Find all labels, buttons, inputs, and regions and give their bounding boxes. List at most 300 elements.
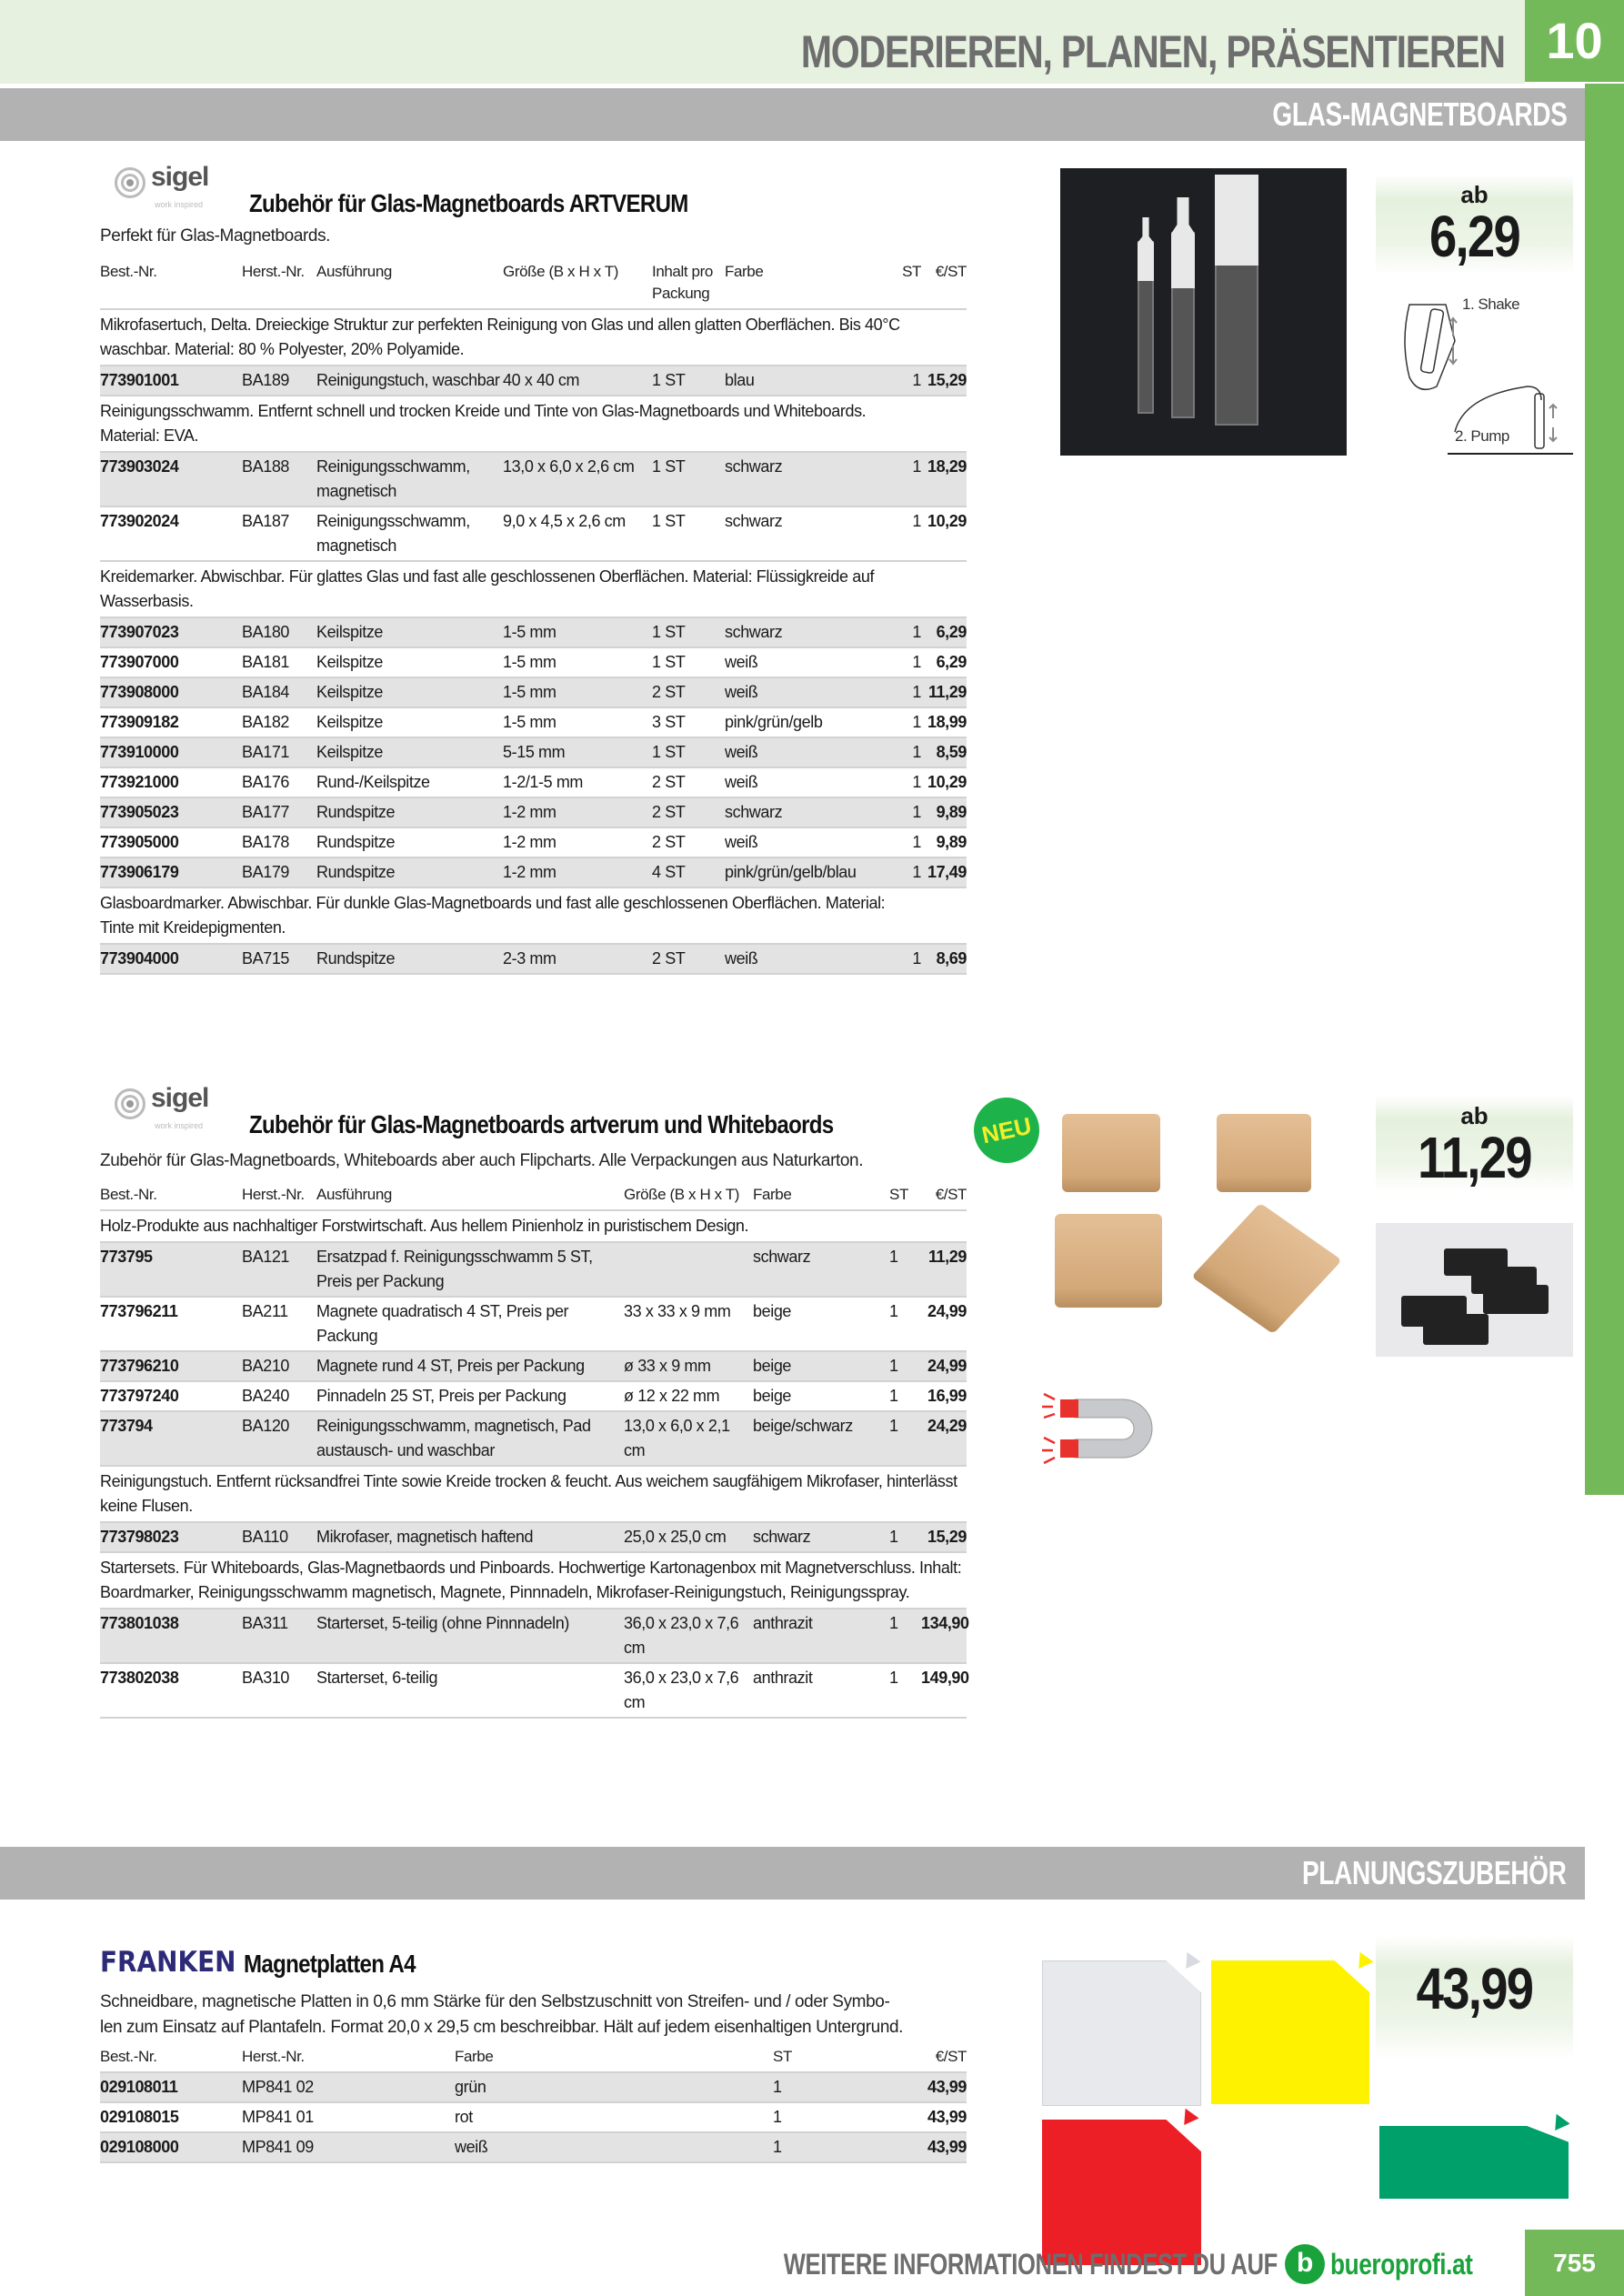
- table-header: [100, 1182, 967, 1210]
- table-row[interactable]: [100, 1242, 967, 1297]
- cell: 029108015: [100, 2102, 242, 2132]
- cell: BA120: [242, 1411, 316, 1466]
- wood-magnet-icon: [1055, 1214, 1162, 1308]
- cell: 36,0 x 23,0 x 7,6 cm: [624, 1609, 753, 1663]
- cell: 773907000: [100, 647, 242, 677]
- cell: 2-3 mm: [503, 944, 652, 974]
- group-description-row: [100, 887, 967, 944]
- cell: 773903024: [100, 452, 242, 506]
- price-value: 43,99: [1416, 1956, 1533, 2021]
- wood-magnet-icon: [1217, 1114, 1311, 1192]
- cell: BA176: [242, 767, 316, 797]
- cell: 1: [888, 366, 921, 396]
- cell: beige: [753, 1351, 889, 1381]
- chapter-title: MODERIEREN, PLANEN, PRÄSENTIEREN: [801, 26, 1505, 77]
- cell: 43,99: [855, 2132, 967, 2162]
- table-row[interactable]: [100, 857, 967, 887]
- cell: 13,0 x 6,0 x 2,6 cm: [503, 452, 652, 506]
- col-herst-nr: Herst.-Nr.: [242, 259, 316, 309]
- price-badge-3: [1376, 1937, 1573, 2060]
- shake-pump-illustration: [1391, 286, 1573, 459]
- marker-medium-icon: [1171, 232, 1195, 418]
- cell: 029108000: [100, 2132, 242, 2162]
- cell: BA184: [242, 677, 316, 707]
- cell: BA188: [242, 452, 316, 506]
- cell: [624, 1242, 753, 1297]
- cell: 36,0 x 23,0 x 7,6 cm: [624, 1663, 753, 1718]
- section-title: GLAS-MAGNETBOARDS: [1271, 95, 1567, 133]
- cell: Reinigungsschwamm, magnetisch: [316, 452, 503, 506]
- cell: grün: [455, 2072, 773, 2102]
- cell: BA240: [242, 1381, 316, 1411]
- cell: 1: [889, 1663, 921, 1718]
- cell: Mikrofaser, magnetisch haftend: [316, 1522, 624, 1552]
- cell: 029108011: [100, 2072, 242, 2102]
- cell: Reinigungstuch, waschbar: [316, 366, 503, 396]
- product-heading: [100, 164, 967, 218]
- magnet-plates-photo: [1037, 1953, 1373, 2208]
- group-description-row: [100, 1552, 967, 1609]
- plate-green-icon: [1379, 2126, 1569, 2199]
- col-ausfuehrung: Ausführung: [316, 1182, 624, 1210]
- cell: 1: [889, 1351, 921, 1381]
- cell: 24,29: [921, 1411, 967, 1466]
- cell: 1: [888, 617, 921, 647]
- cell: 24,99: [921, 1297, 967, 1351]
- cell: weiß: [725, 737, 888, 767]
- cell: 16,99: [921, 1381, 967, 1411]
- cell: Reinigungsschwamm, magnetisch: [316, 506, 503, 561]
- plate-white-icon: [1042, 1960, 1201, 2106]
- cell: 9,89: [921, 797, 967, 827]
- group-description-row: [100, 309, 967, 366]
- cell: 1: [888, 647, 921, 677]
- cell: 43,99: [855, 2072, 967, 2102]
- cell: 149,90: [921, 1663, 967, 1718]
- cell: weiß: [725, 647, 888, 677]
- table-row[interactable]: [100, 1297, 967, 1351]
- cell: Starterset, 5-teilig (ohne Pinnnadeln): [316, 1609, 624, 1663]
- wood-magnet-icon: [1062, 1114, 1160, 1192]
- plate-corner-marker: [1178, 2105, 1198, 2125]
- group-description-row: [100, 1466, 967, 1522]
- cell: 1: [888, 797, 921, 827]
- cell: 773796210: [100, 1351, 242, 1381]
- cell: weiß: [725, 677, 888, 707]
- cell: 1: [889, 1411, 921, 1466]
- cell: schwarz: [725, 506, 888, 561]
- sigel-ring-icon: [115, 167, 145, 198]
- product-section-magnetplatten: [100, 1946, 967, 2163]
- cell: BA177: [242, 797, 316, 827]
- cell: beige/schwarz: [753, 1411, 889, 1466]
- section-band-glas-magnetboards: [0, 88, 1585, 141]
- table-body: [100, 309, 967, 974]
- cell: 1: [888, 944, 921, 974]
- group-description-row: [100, 396, 967, 452]
- cell: 773802038: [100, 1663, 242, 1718]
- cell: 773907023: [100, 617, 242, 647]
- col-st: ST: [888, 259, 921, 309]
- cell: 1: [888, 767, 921, 797]
- cell: 5-15 mm: [503, 737, 652, 767]
- cell: 1 ST: [652, 617, 725, 647]
- cell: 1: [888, 506, 921, 561]
- cell: 1: [888, 452, 921, 506]
- plate-corner-marker: [1549, 2111, 1569, 2131]
- cell: rot: [455, 2102, 773, 2132]
- product-section-whiteboards: [100, 1085, 967, 1719]
- cell: 11,29: [921, 677, 967, 707]
- cell: 18,99: [921, 707, 967, 737]
- table-row[interactable]: [100, 647, 967, 677]
- group-description: Mikrofasertuch, Delta. Dreieckige Struktur zur perfekten Reinigung von Glas und allen glatten Oberflächen. Bis 40°C waschbar. Material: 80 % Polyester, 20% Polyamide.: [100, 309, 967, 366]
- cell: 1-2 mm: [503, 797, 652, 827]
- cell: 773921000: [100, 767, 242, 797]
- cell: BA211: [242, 1297, 316, 1351]
- table-row[interactable]: [100, 1351, 967, 1381]
- cell: BA110: [242, 1522, 316, 1552]
- product-section-artverum: [100, 164, 967, 975]
- cell: 1: [889, 1381, 921, 1411]
- cell: 773905000: [100, 827, 242, 857]
- table-row[interactable]: [100, 2132, 967, 2162]
- cell: weiß: [725, 944, 888, 974]
- cell: 25,0 x 25,0 cm: [624, 1522, 753, 1552]
- cell: 1-5 mm: [503, 647, 652, 677]
- section-band-planungszubehoer: [0, 1847, 1585, 1900]
- plate-red-icon: [1042, 2120, 1201, 2265]
- sigel-logo: sigel work inspired: [115, 164, 233, 218]
- cell: Rundspitze: [316, 857, 503, 887]
- cell: 1 ST: [652, 647, 725, 677]
- cell: 2 ST: [652, 797, 725, 827]
- cell: BA178: [242, 827, 316, 857]
- col-st: ST: [773, 2044, 855, 2072]
- cell: 33 x 33 x 9 mm: [624, 1297, 753, 1351]
- table-row[interactable]: [100, 452, 967, 506]
- table-row[interactable]: [100, 1381, 967, 1411]
- cell: Ersatzpad f. Reinigungsschwamm 5 ST, Preis per Packung: [316, 1242, 624, 1297]
- product-intro: Perfekt für Glas-Magnetboards.: [100, 226, 331, 246]
- cell: 6,29: [921, 617, 967, 647]
- cell: 1: [889, 1522, 921, 1552]
- cell: BA311: [242, 1609, 316, 1663]
- cell: 1: [888, 707, 921, 737]
- pad-icon: [1483, 1285, 1549, 1314]
- cell: Rundspitze: [316, 827, 503, 857]
- group-description: Reinigungsschwamm. Entfernt schnell und trocken Kreide und Tinte von Glas-Magnetboards und Whiteboards. Material: EVA.: [100, 396, 967, 452]
- footer-promo: [660, 2244, 1504, 2284]
- cell: pink/grün/gelb: [725, 707, 888, 737]
- cell: BA715: [242, 944, 316, 974]
- pad-icon: [1423, 1314, 1489, 1345]
- cell: BA187: [242, 506, 316, 561]
- cell: BA179: [242, 857, 316, 887]
- cell: 15,29: [921, 1522, 967, 1552]
- plate-yellow-icon: [1211, 1960, 1369, 2104]
- cell: 773795: [100, 1242, 242, 1297]
- table-row[interactable]: [100, 737, 967, 767]
- cell: Rundspitze: [316, 797, 503, 827]
- cell: 4 ST: [652, 857, 725, 887]
- cell: 2 ST: [652, 767, 725, 797]
- cell: Rund-/Keilspitze: [316, 767, 503, 797]
- shake-label: 1. Shake: [1462, 296, 1520, 313]
- col-herst-nr: Herst.-Nr.: [242, 2044, 455, 2072]
- cell: Keilspitze: [316, 647, 503, 677]
- table-header: [100, 2044, 967, 2072]
- cell: 773910000: [100, 737, 242, 767]
- cell: 773905023: [100, 797, 242, 827]
- cell: 773906179: [100, 857, 242, 887]
- cell: 1: [888, 737, 921, 767]
- cell: 1 ST: [652, 737, 725, 767]
- price-value: 6,29: [1429, 204, 1520, 269]
- cell: 1-2 mm: [503, 857, 652, 887]
- replacement-pads-photo: [1376, 1223, 1573, 1357]
- cell: Magnete quadratisch 4 ST, Preis per Packung: [316, 1297, 624, 1351]
- plate-corner-marker: [1179, 1949, 1200, 1969]
- cell: weiß: [455, 2132, 773, 2162]
- cell: 773798023: [100, 1522, 242, 1552]
- product-intro: Zubehör für Glas-Magnetboards, Whiteboards aber auch Flipcharts. Alle Verpackungen aus Naturkarton.: [100, 1151, 864, 1170]
- table-row[interactable]: [100, 1663, 967, 1718]
- cell: 9,89: [921, 827, 967, 857]
- product-heading: [100, 1946, 967, 1979]
- table-row[interactable]: [100, 1522, 967, 1552]
- cell: BA182: [242, 707, 316, 737]
- col-farbe: Farbe: [725, 259, 888, 309]
- table-row[interactable]: [100, 797, 967, 827]
- cell: Pinnadeln 25 ST, Preis per Packung: [316, 1381, 624, 1411]
- cell: 15,29: [921, 366, 967, 396]
- cell: 1-5 mm: [503, 617, 652, 647]
- table-row[interactable]: [100, 767, 967, 797]
- cell: ø 33 x 9 mm: [624, 1351, 753, 1381]
- col-groesse: Größe (B x H x T): [624, 1182, 753, 1210]
- cell: 3 ST: [652, 707, 725, 737]
- bueroprofi-logo-icon: b: [1285, 2244, 1325, 2284]
- table-row[interactable]: [100, 506, 967, 561]
- cell: anthrazit: [753, 1609, 889, 1663]
- group-description: Startersets. Für Whiteboards, Glas-Magnetbaords und Pinboards. Hochwertige Kartonagenbox mit Magnetverschluss. Inhalt: Boardmarker, Reinigungsschwamm magnetisch, Magnete, Pinnnadeln, Mikrofaser-Reinigungstuch, Reinigungsspray.: [100, 1552, 967, 1609]
- cell: 18,29: [921, 452, 967, 506]
- cell: schwarz: [725, 452, 888, 506]
- col-best-nr: Best.-Nr.: [100, 1182, 242, 1210]
- table-row[interactable]: [100, 2102, 967, 2132]
- cell: 1: [888, 677, 921, 707]
- col-ausfuehrung: Ausführung: [316, 259, 503, 309]
- footer-site-link[interactable]: bueroprofi.at: [1330, 2247, 1473, 2281]
- cell: BA210: [242, 1351, 316, 1381]
- chapter-number: 10: [1525, 0, 1624, 82]
- cell: BA180: [242, 617, 316, 647]
- product-title: Zubehör für Glas-Magnetboards ARTVERUM: [249, 189, 688, 217]
- cell: 773797240: [100, 1381, 242, 1411]
- table-row[interactable]: [100, 1411, 967, 1466]
- cell: 773909182: [100, 707, 242, 737]
- wooden-magnets-photo: [1055, 1109, 1337, 1364]
- cell: schwarz: [725, 797, 888, 827]
- plate-corner-marker: [1352, 1949, 1373, 1969]
- cell: BA181: [242, 647, 316, 677]
- cell: ø 12 x 22 mm: [624, 1381, 753, 1411]
- cell: 1-5 mm: [503, 677, 652, 707]
- col-herst-nr: Herst.-Nr.: [242, 1182, 316, 1210]
- cell: 1: [773, 2102, 855, 2132]
- product-table: [100, 1182, 967, 1719]
- cell: 773901001: [100, 366, 242, 396]
- table-row[interactable]: [100, 677, 967, 707]
- cell: anthrazit: [753, 1663, 889, 1718]
- price-prefix: ab: [1460, 181, 1489, 208]
- cell: pink/grün/gelb/blau: [725, 857, 888, 887]
- col-best-nr: Best.-Nr.: [100, 259, 242, 309]
- cell: schwarz: [725, 617, 888, 647]
- table-header: [100, 259, 967, 309]
- cell: 2 ST: [652, 677, 725, 707]
- cell: BA310: [242, 1663, 316, 1718]
- table-body: [100, 2072, 967, 2162]
- price-badge-2: [1376, 1096, 1573, 1191]
- product-title: Magnetplatten A4: [244, 1950, 416, 1978]
- cell: 1: [889, 1297, 921, 1351]
- cell: Rundspitze: [316, 944, 503, 974]
- col-price: €/ST: [855, 2044, 967, 2072]
- col-price: €/ST: [921, 259, 967, 309]
- cell: Keilspitze: [316, 677, 503, 707]
- cell: 17,49: [921, 857, 967, 887]
- product-table: [100, 2044, 967, 2163]
- marker-large-icon: [1215, 205, 1258, 426]
- cell: beige: [753, 1297, 889, 1351]
- cell: 1 ST: [652, 366, 725, 396]
- table-row[interactable]: [100, 2072, 967, 2102]
- cell: Keilspitze: [316, 617, 503, 647]
- cell: 6,29: [921, 647, 967, 677]
- cell: schwarz: [753, 1522, 889, 1552]
- chapter-sidebar-tab: [1585, 84, 1624, 1495]
- page-number: 755: [1525, 2230, 1624, 2296]
- cell: blau: [725, 366, 888, 396]
- cell: MP841 01: [242, 2102, 455, 2132]
- cell: 1: [888, 827, 921, 857]
- cell: 10,29: [921, 767, 967, 797]
- table-row[interactable]: [100, 617, 967, 647]
- group-description: Glasboardmarker. Abwischbar. Für dunkle Glas-Magnetboards und fast alle geschlossenen Oberflächen. Material: Tinte mit Kreidepigmenten.: [100, 887, 967, 944]
- col-inhalt: Inhalt pro Packung: [652, 259, 725, 309]
- product-intro: Schneidbare, magnetische Platten in 0,6 mm Stärke für den Selbstzuschnitt von Streifen- und / oder Symbo- len zum Einsatz auf Plantafeln. Format 20,0 x 29,5 cm beschreibbar. Hält auf jedem eisenhaltigen Untergrund.: [100, 1992, 904, 2037]
- cell: 24,99: [921, 1351, 967, 1381]
- table-row[interactable]: [100, 1609, 967, 1663]
- cell: weiß: [725, 827, 888, 857]
- cell: 9,0 x 4,5 x 2,6 cm: [503, 506, 652, 561]
- chalk-marker-photo: [1060, 168, 1347, 456]
- cell: 773908000: [100, 677, 242, 707]
- cell: Reinigungsschwamm, magnetisch, Pad austausch- und waschbar: [316, 1411, 624, 1466]
- cell: 1 ST: [652, 506, 725, 561]
- cell: weiß: [725, 767, 888, 797]
- col-groesse: Größe (B x H x T): [503, 259, 652, 309]
- cell: 134,90: [921, 1609, 967, 1663]
- pump-label: 2. Pump: [1455, 427, 1509, 445]
- table-row[interactable]: [100, 944, 967, 974]
- product-table: [100, 259, 967, 975]
- cell: Keilspitze: [316, 737, 503, 767]
- cell: Keilspitze: [316, 707, 503, 737]
- col-st: ST: [889, 1182, 921, 1210]
- cell: 40 x 40 cm: [503, 366, 652, 396]
- product-title: Zubehör für Glas-Magnetboards artverum und Whitebaords: [249, 1110, 834, 1138]
- table-row[interactable]: [100, 707, 967, 737]
- cell: 1: [889, 1609, 921, 1663]
- cell: 1: [888, 857, 921, 887]
- cell: 8,59: [921, 737, 967, 767]
- cell: beige: [753, 1381, 889, 1411]
- group-description: Reinigungstuch. Entfernt rücksandfrei Tinte sowie Kreide trocken & feucht. Aus weichem saugfähigem Mikrofaser, hinterlässt keine Flusen.: [100, 1466, 967, 1522]
- col-price: €/ST: [921, 1182, 967, 1210]
- cell: MP841 02: [242, 2072, 455, 2102]
- col-farbe: Farbe: [455, 2044, 773, 2072]
- cell: 1: [773, 2072, 855, 2102]
- cell: 10,29: [921, 506, 967, 561]
- cell: BA121: [242, 1242, 316, 1297]
- group-description: Holz-Produkte aus nachhaltiger Forstwirtschaft. Aus hellem Pinienholz in puristischem Design.: [100, 1210, 967, 1242]
- cell: 11,29: [921, 1242, 967, 1297]
- cell: Magnete rund 4 ST, Preis per Packung: [316, 1351, 624, 1381]
- cell: 773904000: [100, 944, 242, 974]
- cell: MP841 09: [242, 2132, 455, 2162]
- section-title: PLANUNGSZUBEHÖR: [1302, 1854, 1567, 1891]
- cell: 43,99: [855, 2102, 967, 2132]
- cell: 773801038: [100, 1609, 242, 1663]
- price-badge-1: [1376, 175, 1573, 275]
- group-description-row: [100, 561, 967, 617]
- cell: 13,0 x 6,0 x 2,1 cm: [624, 1411, 753, 1466]
- cell: 1: [773, 2132, 855, 2162]
- franken-logo: FRANKEN: [100, 1946, 236, 1979]
- price-prefix: ab: [1460, 1102, 1489, 1129]
- table-row[interactable]: [100, 827, 967, 857]
- cell: 773794: [100, 1411, 242, 1466]
- group-description: Kreidemarker. Abwischbar. Für glattes Glas und fast alle geschlossenen Oberflächen. Material: Flüssigkreide auf Wasserbasis.: [100, 561, 967, 617]
- product-heading: [100, 1085, 967, 1139]
- table-row[interactable]: [100, 366, 967, 396]
- price-value: 11,29: [1418, 1125, 1531, 1190]
- magnet-symbol: [1037, 1387, 1164, 1469]
- cell: 2 ST: [652, 827, 725, 857]
- group-description-row: [100, 1210, 967, 1242]
- wood-magnet-icon: [1191, 1203, 1342, 1334]
- col-farbe: Farbe: [753, 1182, 889, 1210]
- marker-small-icon: [1138, 241, 1154, 414]
- col-best-nr: Best.-Nr.: [100, 2044, 242, 2072]
- cell: 1 ST: [652, 452, 725, 506]
- neu-badge: NEU: [967, 1091, 1045, 1168]
- cell: BA189: [242, 366, 316, 396]
- sigel-ring-icon: [115, 1088, 145, 1119]
- cell: 1-2/1-5 mm: [503, 767, 652, 797]
- cell: BA171: [242, 737, 316, 767]
- cell: Starterset, 6-teilig: [316, 1663, 624, 1718]
- cell: 1: [889, 1242, 921, 1297]
- cell: schwarz: [753, 1242, 889, 1297]
- cell: 773902024: [100, 506, 242, 561]
- cell: 2 ST: [652, 944, 725, 974]
- sigel-logo: sigel work inspired: [115, 1085, 233, 1139]
- cell: 1-2 mm: [503, 827, 652, 857]
